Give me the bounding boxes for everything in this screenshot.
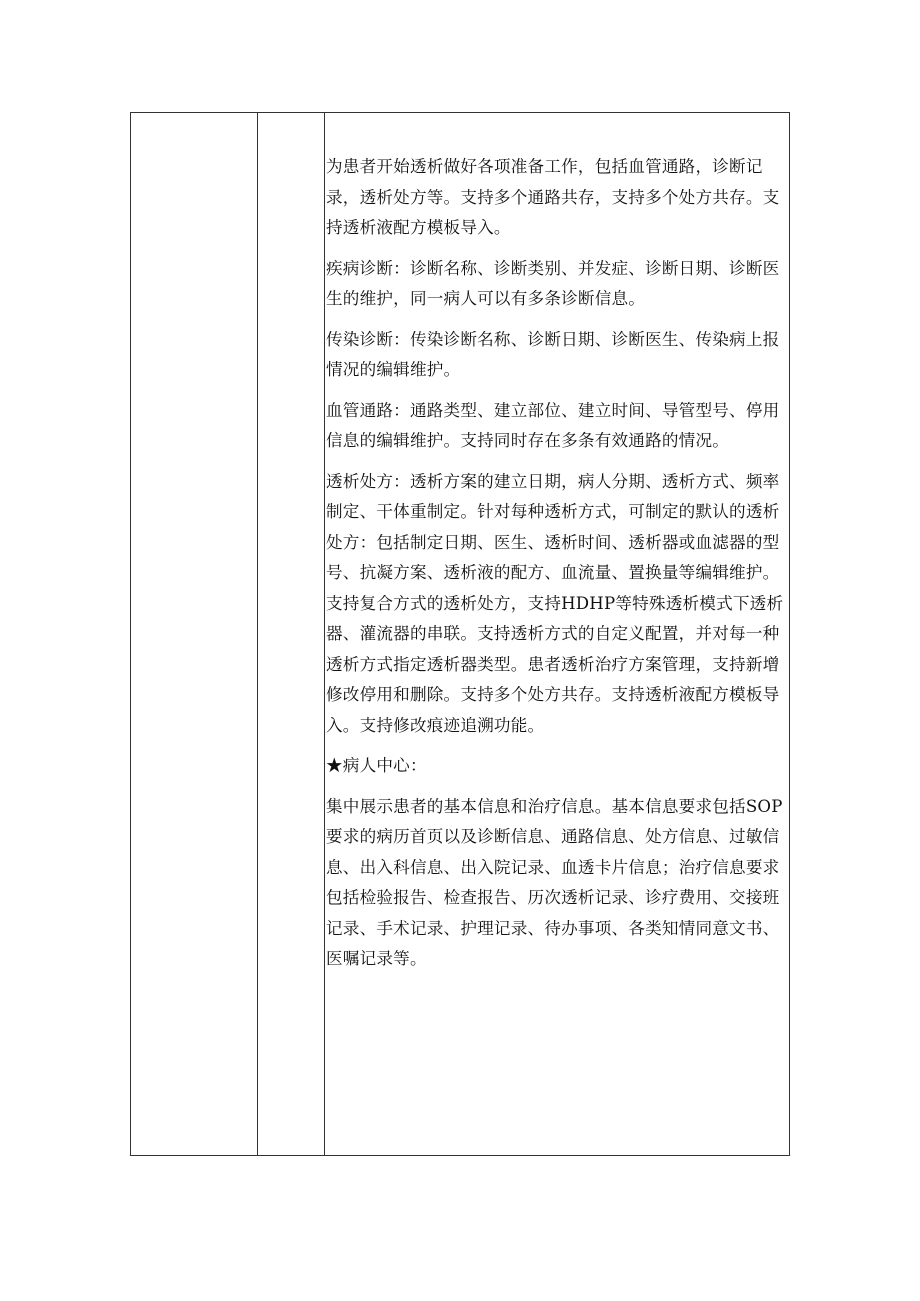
disease-diagnosis-paragraph: 疾病诊断：诊断名称、诊断类别、并发症、诊断日期、诊断医生的维护，同一病人可以有多条诊断信息。 bbox=[326, 258, 780, 308]
table-right-border bbox=[789, 112, 790, 1156]
requirements-table bbox=[130, 112, 790, 1156]
column-divider-2 bbox=[324, 112, 325, 1156]
table-bottom-border bbox=[130, 1155, 790, 1156]
dialysis-prescription-paragraph: 透析处方：透析方案的建立日期，病人分期、透析方式、频率制定、干体重制定。针对每种透析方式，可制定的默认的透析处方：包括制定日期、医生、透析时间、透析器或血滤器的型号、抗凝方案、透析液的配方、血流量、置换量等编辑维护。支持复合方式的透析处方，支持HDHP等特殊透析模式下透析器、灌流器的串联。支持透析方式的自定义配置，并对每一种透析方式指定透析器类型。患者透析治疗方案管理，支持新增修改停用和删除。支持多个处方共存。支持透析液配方模板导入。支持修改痕迹追溯功能。 bbox=[326, 471, 784, 735]
intro-paragraph: 为患者开始透析做好各项准备工作，包括血管通路，诊断记录，透析处方等。支持多个通路共存，支持多个处方共存。支持透析液配方模板导入。 bbox=[326, 157, 780, 237]
column-divider-1 bbox=[257, 112, 258, 1156]
vascular-access-paragraph: 血管通路：通路类型、建立部位、建立时间、导管型号、停用信息的编辑维护。支持同时存在多条有效通路的情况。 bbox=[326, 400, 780, 450]
table-left-border bbox=[130, 112, 131, 1156]
description-cell bbox=[326, 152, 788, 985]
infectious-diagnosis-paragraph: 传染诊断：传染诊断名称、诊断日期、诊断医生、传染病上报情况的编辑维护。 bbox=[326, 329, 780, 379]
patient-center-paragraph: 集中展示患者的基本信息和治疗信息。基本信息要求包括SOP要求的病历首页以及诊断信息、通路信息、处方信息、过敏信息、出入科信息、出入院记录、血透卡片信息；治疗信息要求包括检验报告、检查报告、历次透析记录、诊疗费用、交接班记录、手术记录、护理记录、待办事项、各类知情同意文书、医嘱记录等。 bbox=[326, 796, 783, 968]
table-top-border bbox=[130, 112, 790, 113]
patient-center-heading: ★病人中心： bbox=[326, 756, 427, 775]
